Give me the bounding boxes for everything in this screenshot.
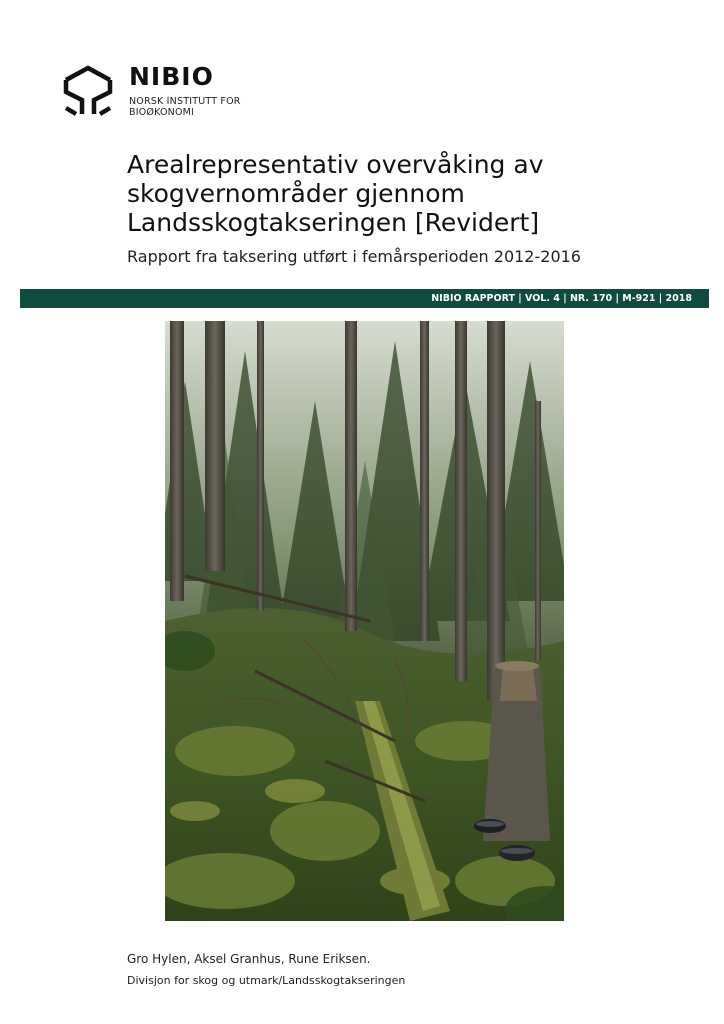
cover-photo (165, 321, 564, 921)
report-title (127, 150, 687, 237)
logo-subtitle (129, 96, 259, 118)
nibio-logo (62, 64, 252, 124)
division: Divisjon for skog og utmark/Landsskogtakseringen (127, 974, 406, 987)
forest-photo-illustration (165, 321, 564, 921)
series-band-text: NIBIO RAPPORT | VOL. 4 | NR. 170 | M-921 | 2018 (431, 293, 692, 304)
logo-subtitle-line-1: NORSK INSTITUTT FOR (129, 96, 241, 107)
report-subtitle: Rapport fra taksering utført i femårsperioden 2012-2016 (127, 247, 581, 266)
authors: Gro Hylen, Aksel Granhus, Rune Eriksen. (127, 952, 371, 966)
report-title-line-3: Landsskogtakseringen [Revidert] (127, 208, 540, 237)
nibio-logo-icon (62, 64, 114, 116)
report-title-line-1: Arealrepresentativ overvåking av (127, 150, 544, 179)
series-band (20, 289, 709, 308)
report-title-line-2: skogvernområder gjennom (127, 179, 465, 208)
logo-subtitle-line-2: BIOØKONOMI (129, 107, 195, 118)
logo-wordmark: NIBIO (129, 62, 214, 91)
